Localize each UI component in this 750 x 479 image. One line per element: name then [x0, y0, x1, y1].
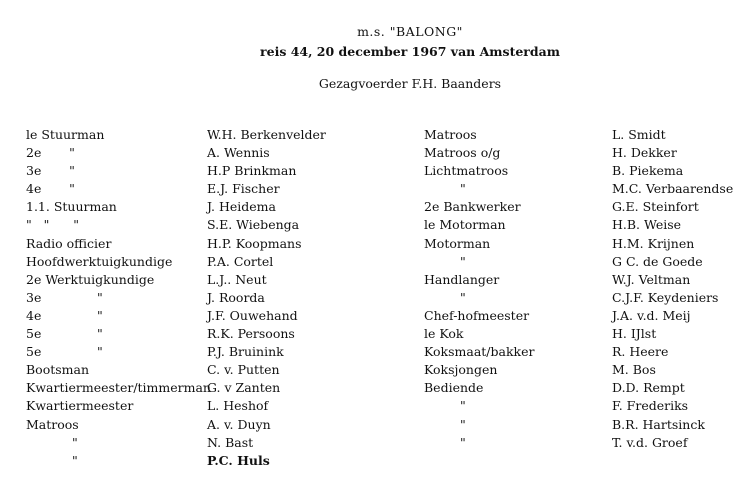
- crew-name: H.P. Koopmans: [207, 235, 302, 251]
- crew-rank: Chef-hofmeester: [424, 307, 530, 323]
- crew-name: J.A. v.d. Meij: [612, 307, 691, 323]
- crew-name: H.M. Krijnen: [612, 235, 695, 251]
- crew-rank: 3e ": [26, 163, 75, 179]
- rank-column-left: [26, 126, 211, 470]
- crew-name: L. Smidt: [612, 127, 666, 142]
- crew-name: J. Roorda: [207, 289, 265, 305]
- crew-name: N. Bast: [207, 434, 254, 450]
- crew-name: C. v. Putten: [207, 362, 280, 378]
- crew-name: D.D. Rempt: [612, 380, 685, 396]
- crew-rank: Matroos o/g: [424, 145, 501, 161]
- crew-name: T. v.d. Groef: [612, 434, 688, 450]
- crew-name: L. Heshof: [207, 398, 269, 414]
- crew-rank: ": [460, 434, 466, 450]
- crew-rank: 2e Bankwerker: [424, 199, 521, 215]
- crew-name: M.C. Verbaarendse: [612, 181, 734, 197]
- crew-name: H.P Brinkman: [207, 163, 297, 179]
- crew-name: J.F. Ouwehand: [207, 307, 298, 323]
- crew-name: W.H. Berkenvelder: [207, 127, 326, 142]
- crew-rank: 5e ": [26, 344, 103, 360]
- crew-name: H. Dekker: [612, 145, 677, 161]
- crew-rank: Kwartiermeester: [26, 398, 134, 414]
- crew-name: E.J. Fischer: [207, 181, 280, 197]
- crew-rank: le Kok: [424, 326, 464, 342]
- crew-name: J. Heidema: [207, 199, 276, 215]
- crew-rank: Handlanger: [424, 271, 500, 287]
- name-column-left: [207, 126, 326, 470]
- crew-rank: Lichtmatroos: [424, 163, 509, 179]
- crew-rank: ": [460, 398, 466, 414]
- crew-rank: 4e ": [26, 307, 103, 323]
- crew-rank: ": [460, 181, 466, 197]
- crew-name: L.J.. Neut: [207, 271, 267, 287]
- voyage-line: reis 44, 20 december 1967 van Amsterdam: [260, 44, 560, 59]
- rank-column-right: [424, 126, 535, 452]
- crew-name: A. v. Duyn: [207, 416, 271, 432]
- crew-name: A. Wennis: [207, 145, 270, 161]
- crew-rank: 4e ": [26, 181, 75, 197]
- crew-rank: ": [460, 289, 466, 305]
- crew-name: H.B. Weise: [612, 217, 682, 233]
- crew-rank: ": [460, 253, 466, 269]
- crew-name: C.J.F. Keydeniers: [612, 289, 719, 305]
- crew-name: G C. de Goede: [612, 253, 703, 269]
- captain-line: Gezagvoerder F.H. Baanders: [318, 76, 502, 91]
- crew-name: B. Piekema: [612, 163, 684, 179]
- crew-rank: ": [72, 434, 78, 450]
- crew-rank: le Motorman: [424, 217, 506, 233]
- crew-name: B.R. Hartsinck: [612, 416, 705, 432]
- crew-rank: Hoofdwerktuigkundige: [26, 253, 173, 269]
- crew-rank: Matroos: [26, 416, 79, 432]
- ship-name: m.s. "BALONG": [357, 24, 463, 39]
- crew-rank: Matroos: [424, 127, 477, 142]
- crew-name: P.J. Bruinink: [207, 344, 284, 360]
- crew-rank: 2e ": [26, 145, 75, 161]
- crew-rank: Bootsman: [26, 362, 90, 378]
- crew-rank: Motorman: [424, 235, 491, 251]
- crew-rank: ": [72, 452, 78, 468]
- crew-name: F. Frederiks: [612, 398, 689, 414]
- crew-rank: Bediende: [424, 380, 484, 396]
- name-column-right: [612, 126, 733, 452]
- crew-name: P.C. Huls: [207, 452, 270, 468]
- crew-rank: Koksjongen: [424, 362, 498, 378]
- crew-rank: 2e Werktuigkundige: [26, 271, 155, 287]
- crew-rank: 1.1. Stuurman: [26, 199, 117, 215]
- crew-name: M. Bos: [612, 362, 656, 378]
- crew-rank: Kwartiermeester/timmerman: [26, 380, 211, 396]
- crew-rank: 3e ": [26, 289, 103, 305]
- crew-name: G. v Zanten: [207, 380, 281, 396]
- crew-rank: Koksmaat/bakker: [424, 344, 535, 360]
- crew-name: R. Heere: [612, 344, 669, 360]
- crew-name: H. IJlst: [612, 326, 657, 342]
- crew-name: S.E. Wiebenga: [207, 217, 300, 233]
- crew-rank: ": [460, 416, 466, 432]
- crew-name: R.K. Persoons: [207, 326, 295, 342]
- crew-rank: " " ": [26, 217, 80, 233]
- crew-name: G.E. Steinfort: [612, 199, 699, 215]
- crew-name: P.A. Cortel: [207, 253, 274, 269]
- crew-name: W.J. Veltman: [612, 271, 691, 287]
- crew-rank: Radio officier: [26, 235, 112, 251]
- crew-rank: 5e ": [26, 326, 103, 342]
- crew-rank: le Stuurman: [26, 127, 105, 142]
